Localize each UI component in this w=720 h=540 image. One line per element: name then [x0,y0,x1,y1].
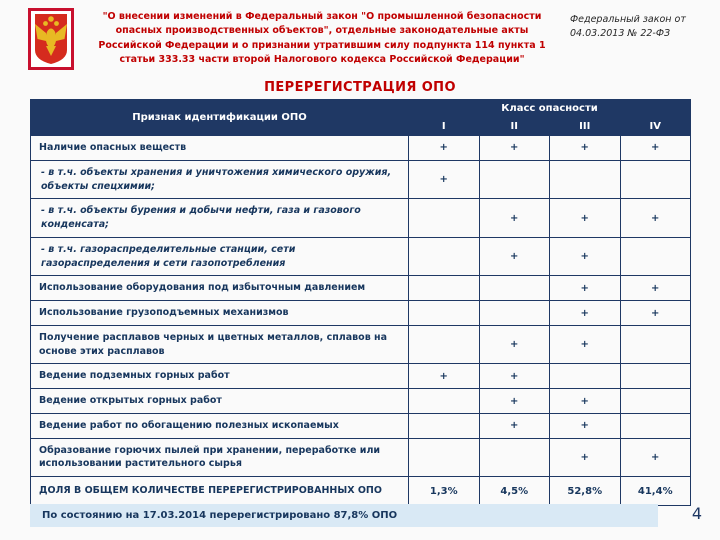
summary-row-label: ДОЛЯ В ОБЩЕМ КОЛИЧЕСТВЕ ПЕРЕРЕГИСТРИРОВАННЫХ ОПО [31,477,409,506]
value-cell: + [479,413,550,438]
value-cell [409,389,480,414]
value-cell [409,413,480,438]
class-col-header-3: III [550,118,621,136]
summary-value-cell: 4,5% [479,477,550,506]
value-cell: + [409,364,480,389]
table-row [31,160,691,199]
value-cell [479,276,550,301]
row-label: Ведение открытых горных работ [31,389,409,414]
status-bar: По состоянию на 17.03.2014 перерегистрировано 87,8% ОПО [30,504,658,527]
value-cell: + [479,364,550,389]
row-label: Использование оборудования под избыточным давлением [31,276,409,301]
slide-header [28,8,700,70]
value-cell [479,160,550,199]
value-cell: + [550,199,621,238]
value-cell: + [620,199,691,238]
value-cell [409,276,480,301]
row-label: - в т.ч. газораспределительные станции, сети газораспределения и сети газопотребления [31,237,409,276]
coat-of-arms-icon [28,8,74,70]
table-row [31,364,691,389]
law-title: "О внесении изменений в Федеральный закон "О промышленной безопасности опасных производственных объектов", отдельные законодательные акты Российской Федерации и о признании утратившим силу подпункта 114 пункта 1 статьи 333.33 части второй Налогового кодекса Российской Федерации" [98,11,546,65]
value-cell: + [550,325,621,364]
value-cell [409,438,480,477]
col-header-hazard-class: Класс опасности [409,100,691,118]
value-cell: + [620,301,691,326]
row-label: Ведение работ по обогащению полезных ископаемых [31,413,409,438]
summary-value-cell: 41,4% [620,477,691,506]
row-label: Использование грузоподъемных механизмов [31,301,409,326]
row-label: Ведение подземных горных работ [31,364,409,389]
class-col-header-2: II [479,118,550,136]
table-row [31,301,691,326]
value-cell: + [620,136,691,161]
value-cell [479,301,550,326]
summary-value-cell: 1,3% [409,477,480,506]
coat-of-arms [28,8,74,70]
value-cell [409,199,480,238]
col-header-identification: Признак идентификации ОПО [31,100,409,136]
summary-value-cell: 52,8% [550,477,621,506]
row-label: Наличие опасных веществ [31,136,409,161]
value-cell: + [409,160,480,199]
table-row [31,199,691,238]
value-cell [479,438,550,477]
value-cell: + [479,389,550,414]
table-row [31,237,691,276]
value-cell [550,364,621,389]
page-title: ПЕРЕРЕГИСТРАЦИЯ ОПО [264,80,456,95]
table-row [31,276,691,301]
value-cell [409,237,480,276]
page-number: 4 [691,504,702,523]
value-cell [620,389,691,414]
value-cell: + [479,199,550,238]
value-cell: + [550,389,621,414]
value-cell: + [550,136,621,161]
class-col-header-1: I [409,118,480,136]
table-summary-row [31,477,691,506]
value-cell: + [479,237,550,276]
opo-reregistration-table [30,99,691,506]
table-row [31,413,691,438]
value-cell: + [479,136,550,161]
value-cell [409,325,480,364]
value-cell [409,301,480,326]
value-cell: + [550,438,621,477]
table-row [31,325,691,364]
law-reference: Федеральный закон от 04.03.2013 № 22-ФЗ [570,14,686,39]
value-cell: + [550,413,621,438]
value-cell: + [550,276,621,301]
value-cell: + [409,136,480,161]
value-cell: + [479,325,550,364]
table-row [31,389,691,414]
value-cell [620,325,691,364]
row-label: - в т.ч. объекты хранения и уничтожения химического оружия, объекты спецхимии; [31,160,409,199]
value-cell: + [620,276,691,301]
row-label: - в т.ч. объекты бурения и добычи нефти, газа и газового конденсата; [31,199,409,238]
row-label: Получение расплавов черных и цветных металлов, сплавов на основе этих расплавов [31,325,409,364]
value-cell: + [550,237,621,276]
table-row [31,136,691,161]
value-cell [550,160,621,199]
value-cell [620,237,691,276]
value-cell: + [620,438,691,477]
table-header-row [31,100,691,118]
value-cell: + [550,301,621,326]
value-cell [620,413,691,438]
row-label: Образование горючих пылей при хранении, переработке или использовании растительного сырья [31,438,409,477]
class-col-header-4: IV [620,118,691,136]
value-cell [620,364,691,389]
value-cell [620,160,691,199]
table-row [31,438,691,477]
